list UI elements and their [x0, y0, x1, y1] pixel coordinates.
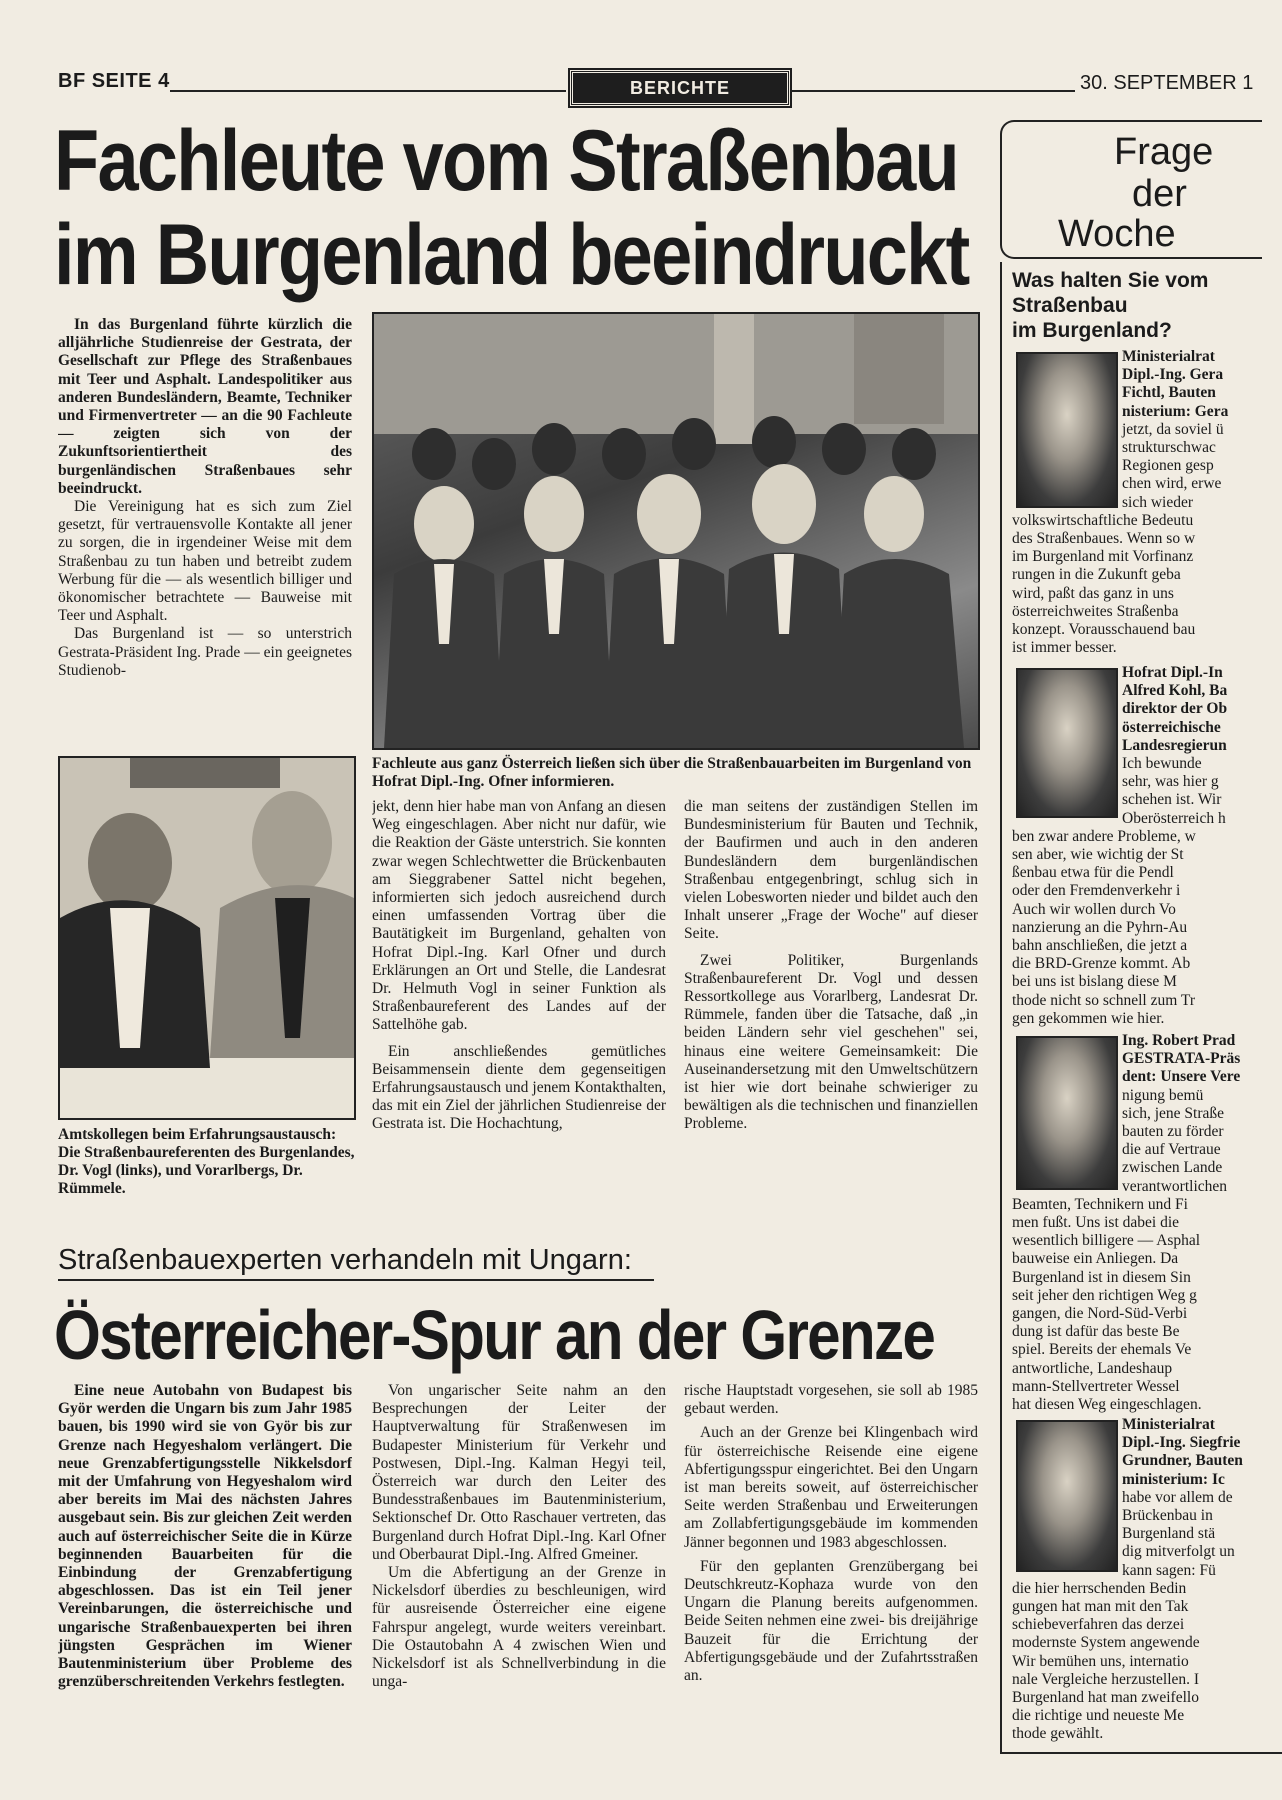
- answer-line: die richtige und neueste Me: [1012, 1707, 1185, 1725]
- logo-der: der: [1132, 173, 1187, 215]
- article2-column-2: [372, 1382, 666, 1772]
- answer-line: wird, paßt das ganz in uns: [1012, 584, 1174, 602]
- answer-line: Ministerialrat: [1122, 348, 1215, 365]
- answer-line: österreichische: [1122, 718, 1221, 736]
- article1-paragraph-1: Die Vereinigung hat es sich zum Ziel gesetzt, für vertrauensvolle Kontakte all jener zu sorgen, die in irgendeiner Weise mit dem Straßenbau zu tun haben und betreibt zudem Werbung für die — als wesentlich billiger und ökonomischer betrachtete — Bauweise mit Teer und Asphalt.: [58, 498, 352, 625]
- article2-lead: [58, 1382, 352, 1772]
- answer-line: seit jeher den richtigen Weg g: [1012, 1286, 1197, 1304]
- answer-line: thode nicht so schnell zum Tr: [1012, 991, 1195, 1009]
- answer-line: mann-Stellvertreter Wessel: [1012, 1377, 1180, 1395]
- answer-line: dent: Unsere Vere: [1122, 1068, 1241, 1086]
- answer-line: des Straßenbaues. Wenn so w: [1012, 530, 1196, 548]
- answer-line: nisterium: Gera: [1122, 402, 1229, 420]
- answer-line: gangen, die Nord-Süd-Verbi: [1012, 1305, 1188, 1323]
- answer-line: Auch wir wollen durch Vo: [1012, 900, 1176, 918]
- page-label: BF SEITE 4: [58, 70, 170, 92]
- answer-line: spiel. Bereits der ehemals Ve: [1012, 1341, 1192, 1359]
- officials-illustration: [60, 758, 354, 1118]
- answer-line: dung ist dafür das beste Be: [1012, 1323, 1180, 1341]
- article2-col3-paragraph-3: Für den geplanten Grenzübergang bei Deutschkreutz-Kophaza wurde von den Ungarn die Planung bereits aufgenommen. Beide Seiten nehmen eine zwei- bis dreijährige Bauzeit für die Errichtung der Abfertigungsgebäude und der Zufahrtsstraßen an.: [684, 1557, 978, 1685]
- answer-line: Alfred Kohl, Ba: [1122, 682, 1228, 700]
- article1-col3-paragraph-1: die man seitens der zuständigen Stellen im Bundesministerium für Bauten und Technik, der Baufirmen und auch in den anderen Bundesländern dem burgenländischen Straßenbau entgegenbringt, schlug sich in vielen Lobesworten nieder und bildet auch den Inhalt unserer „Frage der Woche" auf dieser Seite.: [684, 798, 978, 943]
- article2-col3-paragraph-1: rische Hauptstadt vorgesehen, sie soll ab 1985 gebaut werden.: [684, 1382, 978, 1418]
- answer-line: modernste System angewende: [1012, 1634, 1200, 1652]
- answer-line: Ich bewunde: [1122, 755, 1202, 773]
- audience-photo: [372, 312, 980, 750]
- answer-line: antwortliche, Landeshaup: [1012, 1359, 1173, 1377]
- audience-illustration: [374, 314, 978, 748]
- answer-line: Ministerialrat: [1122, 1416, 1215, 1433]
- answer-line: Burgenland stä: [1122, 1525, 1216, 1543]
- logo-frage: Frage: [1114, 131, 1214, 173]
- officials-photo-caption: Amtskollegen beim Erfahrungsaustausch: Die Straßenbaureferenten des Burgenlandes, Dr. Vogl (links), und Vorarlbergs, Dr. Rümmele.: [58, 1126, 355, 1197]
- answer-line: direktor der Ob: [1122, 700, 1228, 718]
- answer-line: sich wieder: [1122, 493, 1194, 511]
- answer-line: hat diesen Weg eingeschlagen.: [1012, 1396, 1202, 1414]
- answer-grundner: [1012, 1416, 1280, 1746]
- answer-line: die BRD-Grenze kommt. Ab: [1012, 955, 1191, 973]
- answer-line: dig mitverfolgt un: [1122, 1543, 1235, 1561]
- answer-line: nale Vergleiche herzustellen. I: [1012, 1670, 1200, 1688]
- article2-col2-paragraph-2: Um die Abfertigung an der Grenze in Nickelsdorf überdies zu beschleunigen, wird für ausreisende Österreicher eine eigene Fahrspur angelegt, wurde weiters vereinbart. Die Ostautobahn A 4 zwischen Wien und Nickelsdorf ist als Schnellverbindung in die unga-: [372, 1564, 666, 1691]
- answer-line: Fichtl, Bauten: [1122, 384, 1216, 402]
- answer-line: bahn anschließen, die jetzt a: [1012, 937, 1188, 955]
- article2-column-3: [684, 1382, 978, 1772]
- article2-lead-text: Eine neue Autobahn von Budapest bis Györ werden die Ungarn bis zum Jahr 1985 bauen, bis 1990 wird sie von Györ bis zur Grenze nach Hegyeshalom verlängert. Die neue Grenzabfertigungsstelle Nikkelsdorf mit der Umfahrung von Hegyeshalom wird aber bereits im Mai des nächsten Jahres ausgebaut sein. Bis zur gleichen Zeit werden auch auf österreichischer Seite die in Kürze beginnenden Bauarbeiten für die Einbindung der Grenzabfertigung abgeschlossen. Das ist ein Teil jener Vereinbarungen, die österreichische und ungarische Straßenbauexperten bei ihren jüngsten Gesprächen im Wiener Bautenministerium über Probleme des grenzüberschreitenden Verkehrs festlegten.: [58, 1382, 352, 1691]
- answer-line: Landesregierun: [1122, 736, 1227, 754]
- answer-line: Burgenland hat man zweifello: [1012, 1689, 1199, 1707]
- header-rule-right: [790, 90, 1075, 92]
- section-badge: BERICHTE: [570, 70, 790, 106]
- answer-line: Dipl.-Ing. Gera: [1122, 366, 1224, 384]
- answer-line: Brückenbau in: [1122, 1507, 1213, 1525]
- answer-line: konzept. Vorausschauend bau: [1012, 621, 1196, 639]
- answer-line: gungen hat man mit den Tak: [1012, 1598, 1189, 1616]
- article2-headline: Österreicher-Spur an der Grenze: [54, 1296, 935, 1374]
- answer-line: sehr, was hier g: [1122, 773, 1219, 791]
- subheadline-underline: [58, 1279, 654, 1281]
- answer-line: kann sagen: Fü: [1122, 1561, 1216, 1579]
- article1-col2-paragraph-1: jekt, denn hier habe man von Anfang an diesen Weg eingeschlagen. Aber nicht nur dafür, wie die Reaktion der Gäste unterstrich. Sie konnten zwar wegen Schlechtwetter die Brückenbauten am Sieggrabener Sattel nicht begehen, informierten sich jedoch ausreichend durch einen umfassenden Vortrag über die Bautätigkeit im Burgenland, gehalten von Hofrat Dipl.-Ing. Karl Ofner und durch Erklärungen an Ort und Stelle, die Landesrat Dr. Helmuth Vogl in seiner Funktion als Straßenbaureferent des Landes auf der Sattelhöhe gab.: [372, 798, 666, 1034]
- answer-line: ist immer besser.: [1012, 639, 1117, 657]
- answer-line: bauten zu förder: [1122, 1123, 1224, 1141]
- answer-line: Burgenland ist in diesem Sin: [1012, 1268, 1191, 1286]
- answer-line: wesentlich billigere — Asphal: [1012, 1232, 1201, 1250]
- answer-line: ben zwar andere Probleme, w: [1012, 827, 1196, 845]
- answer-line: zwischen Lande: [1122, 1159, 1223, 1177]
- answer-line: österreichweites Straßenba: [1012, 602, 1179, 620]
- answer-line: Wir bemühen uns, internatio: [1012, 1652, 1189, 1670]
- answer-line: rungen in die Zukunft geba: [1012, 566, 1181, 584]
- answer-line: jetzt, da soviel ü: [1122, 420, 1224, 438]
- audience-photo-caption: Fachleute aus ganz Österreich ließen sich über die Straßenbauarbeiten im Burgenland von Hofrat Dipl.-Ing. Ofner informieren.: [372, 755, 972, 790]
- answer-line: habe vor allem de: [1122, 1488, 1233, 1506]
- answer-line: Regionen gesp: [1122, 457, 1214, 475]
- answer-line: nanzierung an die Pyhrn-Au: [1012, 918, 1188, 936]
- question-line-2: Straßenbau: [1012, 294, 1128, 317]
- answer-line: oder den Fremdenverkehr i: [1012, 882, 1181, 900]
- article1-paragraph-2: Das Burgenland ist — so unterstrich Gestrata-Präsident Ing. Prade — ein geeignetes Studienob-: [58, 625, 352, 679]
- answer-line: volkswirtschaftliche Bedeutu: [1012, 511, 1194, 529]
- question-line-3: im Burgenland?: [1012, 319, 1172, 342]
- logo-woche: Woche: [1058, 213, 1176, 255]
- answer-line: Hofrat Dipl.-In: [1122, 664, 1223, 681]
- article1-column-3: [684, 798, 978, 1218]
- headline-line-1: Fachleute vom Straßenbau: [54, 113, 958, 209]
- answer-kohl: [1012, 664, 1280, 1036]
- answer-line: strukturschwac: [1122, 439, 1216, 457]
- question-line-1: Was halten Sie vom: [1012, 269, 1209, 292]
- answer-line: Ing. Robert Prad: [1122, 1032, 1236, 1049]
- answer-line: bei uns ist bislang diese M: [1012, 973, 1177, 991]
- article1-col3-paragraph-2: Zwei Politiker, Burgenlands Straßenbaureferent Dr. Vogl und dessen Ressortkollege aus Vorarlberg, Landesrat Dr. Rümmele, fanden über die Tatsache, daß „in beiden Ländern sehr viel geschehen" sei, hinaus eine weitere Gemeinsamkeit: Die Auseinandersetzung mit den Umweltschützern ist hier wie dort beinahe schwieriger zu bewältigen als die technischen und finanziellen Probleme.: [684, 951, 978, 1133]
- article1-column-2: [372, 798, 666, 1218]
- answer-line: die auf Vertraue: [1122, 1141, 1221, 1159]
- article1-col2-paragraph-2: Ein anschließendes gemütliches Beisammensein diente dem gegenseitigen Erfahrungsaustausch und jenem Kontakthalten, das mit ein Ziel der jährlichen Studienreise der Gestrata ist. Die Hochachtung,: [372, 1042, 666, 1133]
- answer-line: ministerium: Ic: [1122, 1470, 1225, 1488]
- article2-col2-paragraph-1: Von ungarischer Seite nahm an den Besprechungen der Leiter der Hauptverwaltung für Straßenwesen im Budapester Ministerium für Verkehr und Postwesen, Dipl.-Ing. Kalman Hegyi teil, Österreich war durch den Leiter des Bundesstraßenbaues im Bautenministerium, Sektionschef Dr. Otto Raschauer vertreten, das Burgenland durch Hofrat Dipl.-Ing. Karl Ofner und Oberbaurat Dipl.-Ing. Alfred Gmeiner.: [372, 1382, 666, 1563]
- answer-line: thode gewählt.: [1012, 1725, 1104, 1743]
- answer-line: Oberösterreich h: [1122, 809, 1226, 827]
- answer-line: im Burgenland mit Vorfinanz: [1012, 548, 1194, 566]
- issue-date: 30. SEPTEMBER 1: [1080, 72, 1254, 94]
- frage-der-woche-logo: [1000, 120, 1262, 259]
- answer-line: men fußt. Uns ist dabei die: [1012, 1214, 1180, 1232]
- article2-subheadline: Straßenbauexperten verhandeln mit Ungarn:: [58, 1244, 632, 1276]
- answer-line: schehen ist. Wir: [1122, 791, 1222, 809]
- headline-line-2: im Burgenland beeindruckt: [54, 207, 969, 303]
- answer-line: die hier herrschenden Bedin: [1012, 1579, 1187, 1597]
- answer-line: Dipl.-Ing. Siegfrie: [1122, 1434, 1241, 1452]
- answer-line: bauweise ein Anliegen. Da: [1012, 1250, 1179, 1268]
- answer-line: GESTRATA-Präs: [1122, 1050, 1241, 1068]
- answer-line: Grundner, Bauten: [1122, 1452, 1243, 1470]
- article1-lead: In das Burgenland führte kürzlich die alljährliche Studienreise der Gestrata, der Gesellschaft zur Pflege des Straßenbaues mit Teer und Asphalt. Landespolitiker aus anderen Bundesländern, Beamte, Techniker und Firmenvertreter — an die 90 Fachleute — zeigten sich von der Zukunftsorientiertheit des burgenländischen Straßenbaues sehr beeindruckt.: [58, 316, 352, 497]
- answer-line: verantwortlichen: [1122, 1177, 1228, 1195]
- sidebar-question: [1012, 268, 1208, 343]
- article2-col3-paragraph-2: Auch an der Grenze bei Klingenbach wird für österreichische Reisende eine eigene Abfertigungsspur eingerichtet. Bei den Ungarn ist man bereits soweit, auf österreichischer Seite werden Straßenbau und Erweiterungen am Zollabfertigungsgebäude im kommenden Jänner begonnen und 1983 abgeschlossen.: [684, 1424, 978, 1551]
- answer-line: sich, jene Straße: [1122, 1104, 1225, 1122]
- answer-line: ßenbau etwa für die Pendl: [1012, 864, 1174, 882]
- answer-line: nigung bemü: [1122, 1086, 1204, 1104]
- answer-line: chen wird, erwe: [1122, 475, 1222, 493]
- header-rule-left: [170, 90, 566, 92]
- article1-column-1: [58, 316, 352, 736]
- answer-prade: [1012, 1032, 1280, 1422]
- answer-line: schiebeverfahren das derzei: [1012, 1616, 1185, 1634]
- officials-photo: [58, 756, 356, 1120]
- answer-line: Beamten, Technikern und Fi: [1012, 1195, 1188, 1213]
- answer-line: gen gekommen wie hier.: [1012, 1009, 1165, 1027]
- answer-fichtl: [1012, 348, 1280, 668]
- answer-line: sen aber, wie wichtig der St: [1012, 846, 1184, 864]
